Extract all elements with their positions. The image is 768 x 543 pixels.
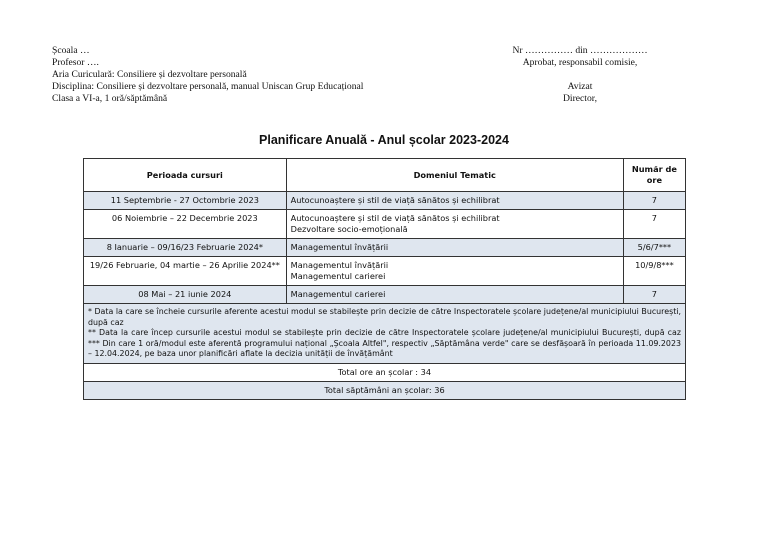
table-row <box>84 257 686 286</box>
period-cell: 11 Septembrie - 27 Octombrie 2023 <box>84 192 287 210</box>
registration-number: Nr …………… din ……………… <box>512 45 648 56</box>
planning-table <box>83 158 686 400</box>
class-line: Clasa a VI-a, 1 oră/săptămână <box>52 93 168 104</box>
table-row <box>84 210 686 239</box>
domain-cell <box>286 192 623 210</box>
domain-item: Managementul învățării <box>290 260 389 270</box>
domain-item: Autocunoaștere și stil de viață sănătos și echilibrat <box>290 195 500 205</box>
notes-cell <box>84 304 686 364</box>
total-hours-row <box>84 363 686 381</box>
curricular-area-line: Aria Curiculară: Consiliere și dezvoltare personală <box>52 69 247 80</box>
teacher-line: Profesor …. <box>52 57 99 68</box>
page-title: Planificare Anuală - Anul școlar 2023-2024 <box>259 133 509 147</box>
domain-cell <box>286 286 623 304</box>
footnote: ** Data la care încep cursurile acestui modul se stabilește prin decizie de către Inspectoratele școlare județene/al municipiului București, după caz *** Din care 1 oră/modul este aferentă programului național „Școala Altfel", respectiv „Săptămâna verde" care se desfășoară în perioada 11.09.2023 – 12.04.2024, pe baza unor planificări aflate la decizia unității de învățământ <box>88 328 681 358</box>
hours-cell: 7 <box>623 286 685 304</box>
column-header-domain: Domeniul Tematic <box>286 159 623 192</box>
domain-item: Dezvoltare socio-emoțională <box>290 224 408 234</box>
hours-cell: 5/6/7*** <box>623 239 685 257</box>
column-header-hours: Număr de ore <box>623 159 685 192</box>
school-line: Școala … <box>52 45 90 56</box>
header-right <box>470 45 690 105</box>
discipline-line: Disciplina: Consiliere și dezvoltare personală, manual Uniscan Grup Educațional <box>52 81 364 92</box>
period-cell: 06 Noiembrie – 22 Decembrie 2023 <box>84 210 287 239</box>
column-header-period: Perioada cursuri <box>84 159 287 192</box>
footnote: * Data la care se încheie cursurile aferente acestui modul se stabilește prin decizie de către Inspectoratele școlare județene/al municipiului București, după caz <box>88 307 681 327</box>
total-hours: Total ore an școlar : 34 <box>84 363 686 381</box>
table-row <box>84 192 686 210</box>
domain-item: Managementul carierei <box>290 271 386 281</box>
total-weeks-row <box>84 381 686 399</box>
period-cell: 8 Ianuarie – 09/16/23 Februarie 2024* <box>84 239 287 257</box>
table-row <box>84 239 686 257</box>
table-header-row <box>84 159 686 192</box>
period-cell: 19/26 Februarie, 04 martie – 26 Aprilie 2024** <box>84 257 287 286</box>
period-cell: 08 Mai – 21 iunie 2024 <box>84 286 287 304</box>
director-label: Director, <box>563 93 597 104</box>
domain-cell <box>286 239 623 257</box>
notes-row <box>84 304 686 364</box>
hours-cell: 7 <box>623 210 685 239</box>
endorsed-label: Avizat <box>567 81 593 92</box>
total-weeks: Total săptămâni an școlar: 36 <box>84 381 686 399</box>
table-row <box>84 286 686 304</box>
approved-label: Aprobat, responsabil comisie, <box>522 57 638 68</box>
header-left <box>52 45 363 105</box>
domain-cell <box>286 257 623 286</box>
domain-item: Managementul învățării <box>290 242 389 252</box>
hours-cell: 7 <box>623 192 685 210</box>
domain-cell <box>286 210 623 239</box>
hours-cell: 10/9/8*** <box>623 257 685 286</box>
domain-item: Managementul carierei <box>290 289 386 299</box>
domain-item: Autocunoaștere și stil de viață sănătos și echilibrat <box>290 213 500 223</box>
